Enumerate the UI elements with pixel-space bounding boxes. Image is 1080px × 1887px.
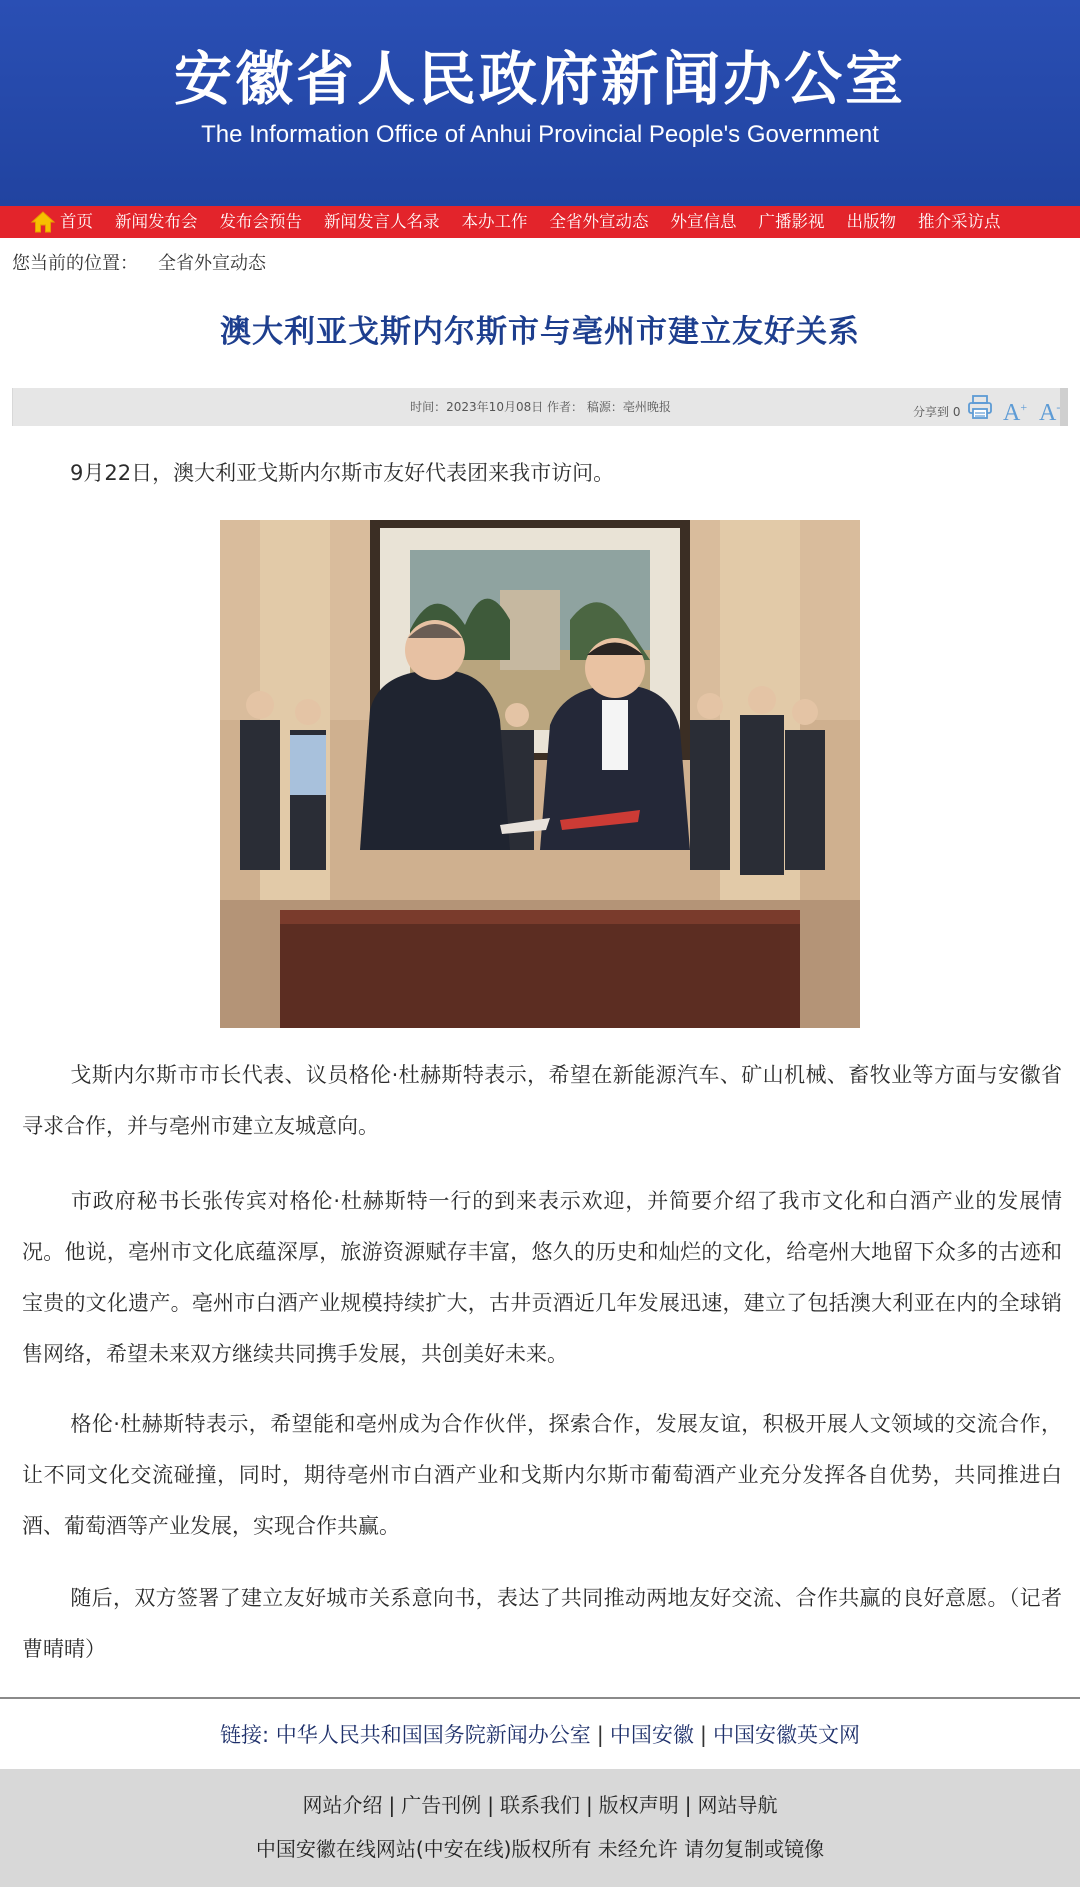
font-decrease-label: A <box>1039 400 1057 426</box>
font-increase-label: A <box>1003 400 1021 426</box>
footer-separator: | <box>586 1793 593 1817</box>
footer-separator: | <box>487 1793 494 1817</box>
font-decrease-sup: - <box>1056 400 1061 414</box>
main-nav <box>0 206 1080 238</box>
site-title-cn[interactable]: 安徽省人民政府新闻办公室 <box>173 45 906 113</box>
nav-item-interview-sites[interactable]: 推介采访点 <box>918 212 1001 231</box>
font-decrease-button[interactable] <box>1039 393 1060 427</box>
nav-item-label: 首页 <box>60 212 93 231</box>
font-increase-sup: + <box>1020 400 1028 414</box>
footer-links <box>0 1697 1080 1769</box>
breadcrumb <box>12 250 266 278</box>
footer-separator: | <box>699 1723 707 1747</box>
footer-link-china-anhui[interactable]: 中国安徽 <box>609 1723 694 1747</box>
article-paragraph-text: 随后，双方签署了建立友好城市关系意向书，表达了共同推动两地友好交流、合作共赢的良好意愿。（记者 曹晴晴） <box>22 1586 1062 1661</box>
footer-separator: | <box>596 1723 604 1747</box>
footer-link-contact[interactable]: 联系我们 <box>500 1793 580 1817</box>
article-lead-text: 9月22日，澳大利亚戈斯内尔斯市友好代表团来我市访问。 <box>70 461 615 485</box>
nav-item-publicity-info[interactable]: 外宣信息 <box>670 212 737 231</box>
font-increase-button[interactable] <box>1003 393 1027 427</box>
footer-link-ads[interactable]: 广告刊例 <box>401 1793 482 1817</box>
article-paragraph-text: 格伦·杜赫斯特表示，希望能和亳州成为合作伙伴，探索合作，发展友谊，积极开展人文领域的交流合作，让不同文化交流碰撞，同时，期待亳州市白酒产业和戈斯内尔斯市葡萄酒产业充分发挥各自优势，共同推进白酒、葡萄酒等产业发展，实现合作共赢。 <box>22 1412 1062 1538</box>
nav-item-home[interactable] <box>30 206 93 238</box>
footer-links-prefix: 链接: <box>220 1723 276 1747</box>
site-title-en: The Information Office of Anhui Provincial People's Government <box>201 121 879 148</box>
footer-link-about[interactable]: 网站介绍 <box>302 1793 383 1817</box>
nav-item-conference-preview[interactable]: 发布会预告 <box>219 212 302 231</box>
site-header <box>0 0 1080 206</box>
nav-item-press-conference[interactable]: 新闻发布会 <box>115 212 198 231</box>
meta-bar-edge <box>1060 388 1068 426</box>
site-footer <box>0 1769 1080 1887</box>
nav-item-publications[interactable]: 出版物 <box>846 212 896 231</box>
footer-link-sitemap[interactable]: 网站导航 <box>697 1793 778 1817</box>
article-paragraph <box>22 1176 1062 1380</box>
breadcrumb-prefix: 您当前的位置： <box>12 253 138 274</box>
footer-link-anhui-english[interactable]: 中国安徽英文网 <box>712 1723 860 1747</box>
footer-link-copyright[interactable]: 版权声明 <box>598 1793 679 1817</box>
footer-separator: | <box>684 1793 692 1817</box>
share-button[interactable]: 分享到 0 <box>913 405 961 419</box>
article-paragraph <box>22 1050 1062 1152</box>
article-photo <box>220 520 860 1028</box>
article-paragraph <box>22 1399 1062 1552</box>
article-paragraph-text: 戈斯内尔斯市市长代表、议员格伦·杜赫斯特表示，希望在新能源汽车、矿山机械、畜牧业等方面与安徽省寻求合作，并与亳州市建立友城意向。 <box>22 1063 1062 1138</box>
printer-icon[interactable] <box>965 392 995 422</box>
nav-item-provincial-publicity[interactable]: 全省外宣动态 <box>549 212 649 231</box>
article-meta-bar <box>12 388 1068 426</box>
footer-link-scio[interactable]: 中华人民共和国国务院新闻办公室 <box>275 1723 591 1747</box>
photo-signing-ceremony <box>220 520 860 1028</box>
article-meta: 时间：2023年10月08日 作者： 稿源：亳州晚报 <box>410 400 671 414</box>
article-paragraph <box>22 1573 1062 1675</box>
nav-item-broadcast[interactable]: 广播影视 <box>758 212 825 231</box>
nav-item-office-work[interactable]: 本办工作 <box>461 212 528 231</box>
footer-copyright: 中国安徽在线网站(中安在线)版权所有 未经允许 请勿复制或镜像 <box>255 1837 825 1861</box>
article-lead <box>22 448 1062 499</box>
footer-site-links <box>0 1789 1080 1821</box>
article-title: 澳大利亚戈斯内尔斯市与亳州市建立友好关系 <box>220 314 860 350</box>
home-icon <box>30 210 56 234</box>
nav-item-spokespersons[interactable]: 新闻发言人名录 <box>324 212 440 231</box>
footer-separator: | <box>388 1793 396 1817</box>
article-paragraph-text: 市政府秘书长张传宾对格伦·杜赫斯特一行的到来表示欢迎，并简要介绍了我市文化和白酒产业的发展情况。他说，亳州市文化底蕴深厚，旅游资源赋存丰富，悠久的历史和灿烂的文化，给亳州大地留下众多的古迹和宝贵的文化遗产。亳州市白酒产业规模持续扩大，古井贡酒近几年发展迅速，建立了包括澳大利亚在内的全球销售网络，希望未来双方继续共同携手发展，共创美好未来。 <box>22 1189 1062 1366</box>
breadcrumb-current[interactable]: 全省外宣动态 <box>158 253 266 274</box>
